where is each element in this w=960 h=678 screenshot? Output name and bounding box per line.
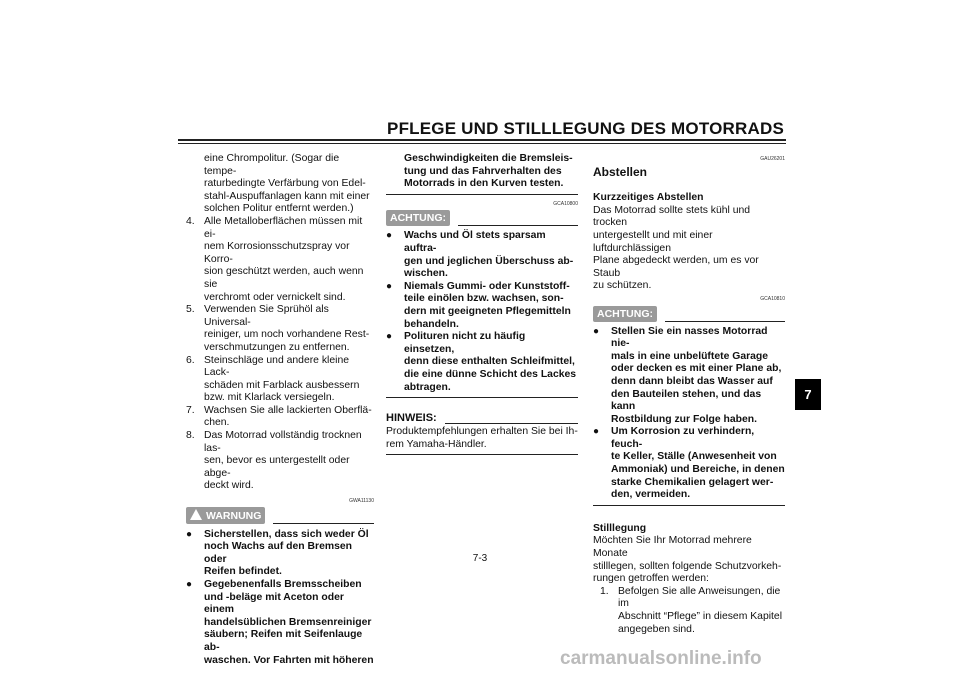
list-number: 6. bbox=[186, 354, 195, 366]
list-item bbox=[593, 586, 785, 636]
text-line: handelsüblichen Bremsenreiniger bbox=[204, 616, 372, 628]
text-line: Das Motorrad sollte stets kühl und trocken bbox=[593, 204, 751, 229]
list-number: 1. bbox=[600, 585, 609, 597]
text-line: Alle Metalloberflächen müssen mit ei- bbox=[204, 215, 363, 240]
text-line: zu schützen. bbox=[593, 280, 652, 292]
text-line: behandeln. bbox=[404, 318, 459, 330]
warning-end-rule bbox=[386, 194, 578, 195]
text-line: den, vermeiden. bbox=[611, 489, 691, 501]
text-line: Produktempfehlungen erhalten Sie bei Ih- bbox=[386, 426, 578, 438]
text-line: Sicherstellen, dass sich weder Öl bbox=[204, 528, 369, 540]
caution-end-rule bbox=[593, 505, 785, 506]
text-line: Steinschläge und andere kleine Lack- bbox=[204, 354, 349, 379]
caution-header bbox=[593, 306, 785, 322]
bullet-icon: ● bbox=[593, 325, 600, 337]
text-line: eine Chrompolitur. (Sogar die tempe- bbox=[204, 153, 340, 177]
text-line: schäden mit Farblack ausbessern bbox=[204, 379, 360, 391]
warning-badge bbox=[186, 507, 265, 524]
caution-bullet bbox=[593, 326, 785, 427]
warning-bullet bbox=[186, 579, 374, 667]
text-line: untergestellt und mit einer luftdurchlässigen bbox=[593, 229, 713, 254]
bullet-icon: ● bbox=[593, 426, 600, 438]
list-item bbox=[186, 430, 374, 493]
list-number: 4. bbox=[186, 215, 195, 227]
text-line: und -beläge mit Aceton oder einem bbox=[204, 591, 344, 616]
caution-badge: ACHTUNG: bbox=[386, 210, 450, 226]
text-line: denn dann bleibt das Wasser auf bbox=[611, 375, 773, 387]
text-line: Stellen Sie ein nasses Motorrad nie- bbox=[611, 325, 768, 350]
text-line: rem Yamaha-Händler. bbox=[386, 438, 487, 450]
text-line: solchen Politur entfernt werden.) bbox=[204, 203, 354, 215]
text-line: Wachs und Öl stets sparsam auftra- bbox=[404, 230, 546, 254]
warning-triangle-icon bbox=[190, 509, 202, 520]
text-line: säubern; Reifen mit Seifenlauge ab- bbox=[204, 629, 363, 653]
subsection-title: Kurzzeitiges Abstellen bbox=[593, 192, 704, 204]
text-line: Plane abgedeckt werden, um es vor Staub bbox=[593, 255, 759, 279]
text-line: Geschwindigkeiten die Bremsleis- bbox=[404, 153, 573, 164]
text-line: Möchten Sie Ihr Motorrad mehrere Monate bbox=[593, 535, 752, 560]
list-item bbox=[186, 216, 374, 304]
text-line: die eine dünne Schicht des Lackes bbox=[404, 368, 577, 380]
caution-rule bbox=[458, 225, 578, 226]
bullet-icon: ● bbox=[386, 280, 393, 292]
bullet-icon: ● bbox=[186, 528, 193, 540]
caution-badge: ACHTUNG: bbox=[593, 306, 657, 322]
text-line: chen. bbox=[204, 417, 230, 429]
text-line: denn diese enthalten Schleifmittel, bbox=[404, 356, 575, 368]
bullet-icon: ● bbox=[186, 579, 193, 590]
warning-bullet bbox=[186, 529, 374, 579]
text-line: Verwenden Sie Sprühöl als Universal- bbox=[204, 304, 329, 328]
text-line: starke Chemikalien gelagert wer- bbox=[611, 476, 774, 488]
warning-header bbox=[186, 508, 374, 524]
text-line: dern mit geeigneten Pflegemitteln bbox=[404, 305, 571, 317]
text-line: noch Wachs auf den Bremsen oder bbox=[204, 541, 353, 565]
text-line: Das Motorrad vollständig trocknen las- bbox=[204, 430, 362, 454]
intro-paragraph bbox=[186, 153, 374, 216]
title-rule-thin bbox=[178, 143, 786, 144]
text-line: mals in eine unbelüftete Garage bbox=[611, 350, 769, 362]
text-line: Rostbildung zur Folge haben. bbox=[611, 413, 758, 425]
text-line: oder decken es mit einer Plane ab, bbox=[611, 363, 782, 375]
text-line: Gegebenenfalls Bremsscheiben bbox=[204, 579, 362, 590]
column-3 bbox=[593, 153, 785, 636]
text-line: Wachsen Sie alle lackierten Oberflä- bbox=[204, 404, 372, 416]
text-line: Niemals Gummi- oder Kunststoff- bbox=[404, 280, 570, 292]
text-line: angegeben sind. bbox=[618, 623, 695, 635]
caution-bullet bbox=[386, 230, 578, 280]
text-line: Um Korrosion zu verhindern, feuch- bbox=[611, 426, 755, 450]
text-line: stilllegen, sollten folgende Schutzvorkeh- bbox=[593, 560, 782, 572]
text-line: Reifen befindet. bbox=[204, 566, 282, 578]
text-line: reiniger, um noch vorhandene Rest- bbox=[204, 329, 370, 341]
list-item bbox=[186, 405, 374, 430]
page-number: 7-3 bbox=[472, 553, 488, 564]
page-title: PFLEGE UND STILLLEGUNG DES MOTORRADS bbox=[387, 119, 784, 138]
caution-bullet bbox=[386, 281, 578, 331]
text-line: rungen getroffen werden: bbox=[593, 573, 709, 585]
footer-watermark: carmanualsonline.info bbox=[560, 648, 762, 669]
text-line: gen und jeglichen Überschuss ab- bbox=[404, 255, 574, 267]
text-line: Motorrads in den Kurven testen. bbox=[404, 178, 564, 190]
hinweis-label: HINWEIS: bbox=[386, 411, 437, 424]
text-line: Ammoniak) und Bereiche, in denen bbox=[611, 464, 785, 476]
text-line: te Keller, Ställe (Anwesenheit von bbox=[611, 451, 777, 463]
warning-code: GWA11130 bbox=[349, 498, 374, 505]
section-code: GAU26201 bbox=[760, 156, 785, 162]
text-line: raturbedingte Verfärbung von Edel- bbox=[204, 178, 366, 190]
text-line: teile einölen bzw. wachsen, son- bbox=[404, 293, 564, 305]
list-number: 7. bbox=[186, 404, 195, 416]
text-line: sion geschützt werden, auch wenn sie bbox=[204, 266, 364, 290]
text-line: wischen. bbox=[404, 268, 448, 280]
text-line: stahl-Auspuffanlagen kann mit einer bbox=[204, 190, 370, 202]
hinweis-rule bbox=[445, 423, 578, 424]
hinweis-end-rule bbox=[386, 454, 578, 455]
text-line: Abschnitt “Pflege” in diesem Kapitel bbox=[618, 611, 783, 622]
warning-label: WARNUNG bbox=[206, 509, 262, 522]
caution-code: GCA10800 bbox=[553, 200, 578, 207]
caution-code: GCA10810 bbox=[760, 295, 785, 302]
text-line: nem Korrosionsschutzspray vor Korro- bbox=[204, 241, 350, 265]
text-line: den Bauteilen stehen, und das kann bbox=[611, 388, 762, 413]
text-line: Befolgen Sie alle Anweisungen, die im bbox=[618, 585, 781, 610]
list-number: 5. bbox=[186, 304, 195, 316]
column-1 bbox=[186, 153, 374, 667]
text-line: waschen. Vor Fahrten mit höheren bbox=[204, 654, 374, 666]
list-item bbox=[186, 355, 374, 405]
chapter-tab: 7 bbox=[795, 379, 821, 410]
subsection-title: Stilllegung bbox=[593, 522, 647, 534]
text-line: Polituren nicht zu häufig einsetzen, bbox=[404, 331, 526, 355]
hinweis-text bbox=[386, 426, 578, 451]
section-title: Abstellen bbox=[593, 164, 648, 179]
text-line: verschmutzungen zu entfernen. bbox=[204, 341, 350, 353]
warning-rule bbox=[273, 523, 374, 524]
caution-end-rule bbox=[386, 397, 578, 398]
list-item bbox=[186, 304, 374, 354]
caution-header bbox=[386, 210, 578, 226]
text-line: bzw. mit Klarlack versiegeln. bbox=[204, 392, 335, 404]
column-2 bbox=[386, 153, 578, 455]
title-rule bbox=[178, 139, 786, 141]
bullet-icon: ● bbox=[386, 331, 393, 343]
text-line: deckt wird. bbox=[204, 480, 254, 492]
text-line: abtragen. bbox=[404, 381, 451, 393]
bullet-icon: ● bbox=[386, 230, 393, 242]
caution-bullet bbox=[386, 331, 578, 394]
hinweis-header bbox=[386, 408, 578, 424]
warning-continuation bbox=[386, 153, 578, 191]
list-number: 8. bbox=[186, 430, 195, 442]
text-line: verchromt oder vernickelt sind. bbox=[204, 291, 346, 303]
text-line: tung und das Fahrverhalten des bbox=[404, 165, 562, 177]
caution-rule bbox=[665, 321, 785, 322]
caution-bullet bbox=[593, 426, 785, 502]
text-line: sen, bevor es untergestellt oder abge- bbox=[204, 455, 350, 479]
